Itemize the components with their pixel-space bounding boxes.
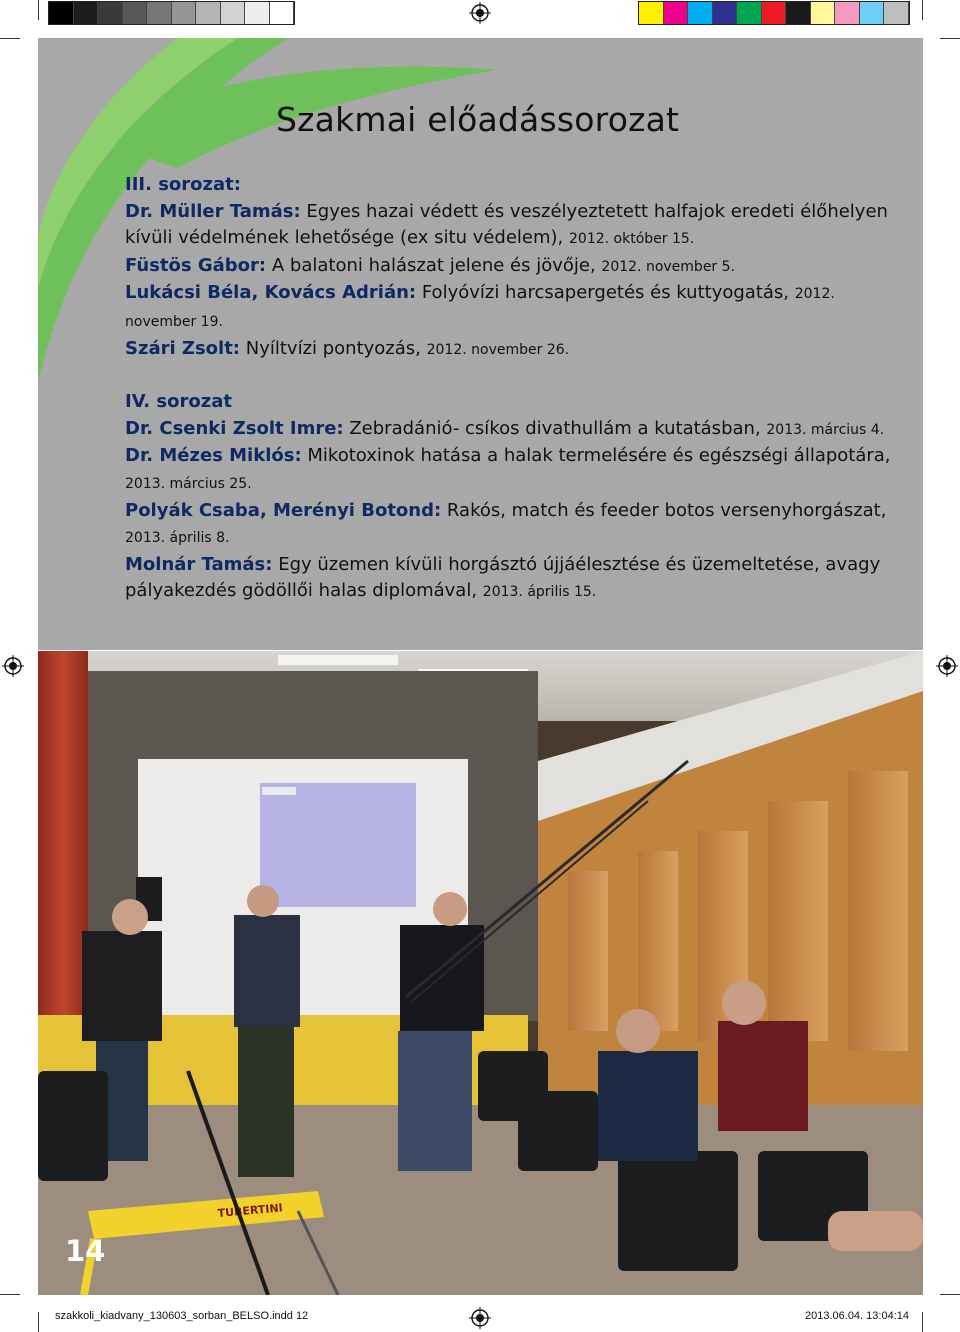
color-swatch	[884, 2, 909, 24]
color-swatch	[835, 2, 860, 24]
registration-mark-left-icon	[2, 655, 24, 677]
speaker-name: Szári Zsolt:	[125, 337, 241, 359]
color-swatch	[762, 2, 787, 24]
series-3-heading: III. sorozat:	[125, 174, 241, 195]
talk-item	[125, 199, 901, 253]
gray-swatch	[221, 2, 246, 24]
crop-mark-top-left-h	[0, 38, 20, 39]
talk-topic: Egyes hazai védett és veszélyeztetett halfajok eredeti élőhelyen kívüli védelmének lehetősége (ex situ védelem),	[125, 200, 888, 249]
talk-date: 2013. április 15.	[482, 584, 597, 601]
talk-date: 2013. március 25.	[125, 475, 252, 492]
talk-topic: Egy üzemen kívüli horgásztó újjáélesztése és üzemeltetése, avagy pályakezdés gödöllői halas diplomával,	[125, 553, 881, 602]
color-swatch	[664, 2, 689, 24]
process-color-bar	[638, 1, 910, 25]
talk-date: 2012. október 15.	[569, 231, 695, 248]
color-swatch	[860, 2, 885, 24]
series-4-heading: IV. sorozat	[125, 391, 232, 413]
speaker-name: Dr. Csenki Zsolt Imre:	[125, 417, 344, 439]
gray-swatch	[49, 2, 74, 24]
talk-item	[125, 336, 901, 364]
talk-item	[125, 280, 901, 335]
color-swatch	[786, 2, 811, 24]
net-brand-label: TUBERTINI	[217, 1201, 284, 1220]
speaker-name: Füstös Gábor:	[125, 254, 267, 276]
talk-date: 2013. március 4.	[766, 421, 885, 438]
registration-mark-bottom-icon	[469, 1307, 491, 1329]
speaker-name: Polyák Csaba, Merényi Botond:	[125, 499, 442, 521]
lecture-series-list	[125, 172, 901, 606]
talk-topic: A balatoni halászat jelene és jövője,	[266, 254, 602, 276]
page-number: 14	[65, 1234, 106, 1268]
registration-mark-right-icon	[936, 655, 958, 677]
speaker-name: Molnár Tamás:	[125, 553, 273, 575]
gray-swatch	[172, 2, 197, 24]
speaker-name: Dr. Mézes Miklós:	[125, 445, 302, 467]
crop-mark-bottom-right	[922, 1312, 923, 1332]
crop-mark-top-right-h	[940, 38, 960, 39]
page-title: Szakmai előadássorozat	[276, 100, 680, 139]
speaker-name: Lukácsi Béla, Kovács Adrián:	[125, 282, 417, 304]
spacer	[125, 363, 901, 389]
talk-item	[125, 253, 901, 281]
talk-date: 2012. november 19.	[125, 286, 835, 330]
talk-date: 2012. november 5.	[601, 258, 735, 275]
color-swatch	[688, 2, 713, 24]
talk-topic: Zebradánió- csíkos divathullám a kutatásban,	[343, 417, 767, 439]
talk-item	[125, 552, 901, 606]
crop-mark-top-right	[922, 0, 923, 20]
color-swatch	[737, 2, 762, 24]
slug-timestamp: 2013.06.04. 13:04:14	[805, 1310, 909, 1322]
crop-mark-bottom-left-h	[0, 1294, 20, 1295]
lecture-hall-photo	[38, 651, 923, 1295]
crop-mark-bottom-left	[38, 1312, 39, 1332]
talk-topic: Mikotoxinok hatása a halak termelésére és egészségi állapotára,	[301, 445, 891, 467]
color-swatch	[713, 2, 738, 24]
gray-swatch	[245, 2, 270, 24]
talk-item	[125, 416, 901, 444]
crop-mark-bottom-right-h	[940, 1294, 960, 1295]
gray-swatch	[147, 2, 172, 24]
gray-swatch	[196, 2, 221, 24]
gray-swatch	[98, 2, 123, 24]
talk-date: 2013. április 8.	[125, 530, 230, 547]
color-swatch	[639, 2, 664, 24]
talk-topic: Folyóvízi harcsapergetés és kuttyogatás,	[416, 282, 795, 304]
speaker-name: Dr. Müller Tamás:	[125, 200, 301, 222]
talk-date: 2012. november 26.	[426, 341, 570, 358]
slug-file-name: szakkoli_kiadvany_130603_sorban_BELSO.indd 12	[55, 1310, 309, 1322]
photo-illustration	[38, 651, 923, 1295]
text-panel	[38, 38, 923, 650]
gray-swatch	[270, 2, 295, 24]
grayscale-color-bar	[48, 1, 295, 25]
color-swatch	[811, 2, 836, 24]
talk-topic: Nyíltvízi pontyozás,	[240, 337, 427, 359]
registration-mark-top-icon	[469, 2, 491, 24]
gray-swatch	[123, 2, 148, 24]
crop-mark-top-left	[38, 0, 39, 20]
talk-item	[125, 498, 901, 552]
gray-swatch	[74, 2, 99, 24]
talk-item	[125, 443, 901, 497]
talk-topic: Rakós, match és feeder botos versenyhorgászat,	[441, 499, 887, 521]
